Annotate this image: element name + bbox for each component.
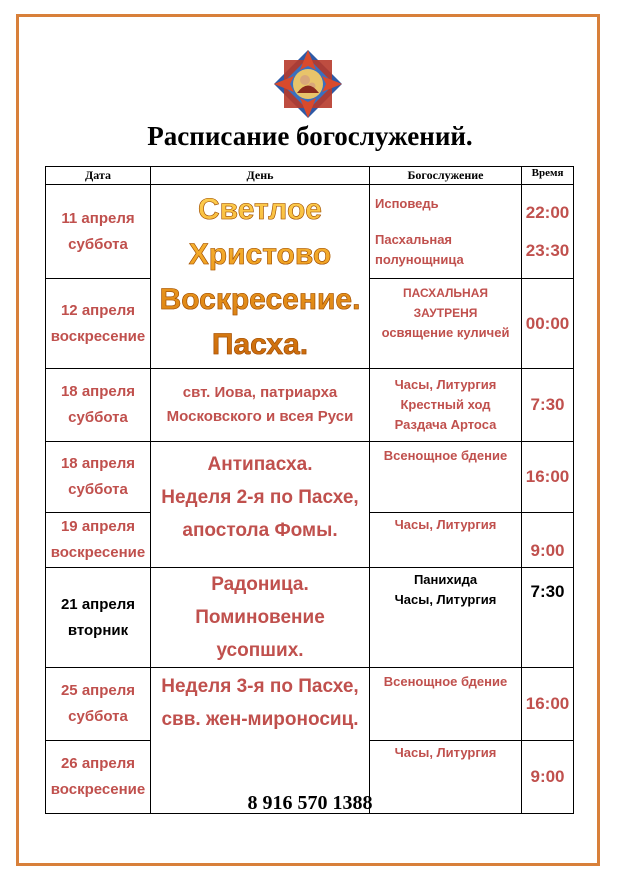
date-cell: 11 апреля суббота <box>46 185 151 279</box>
date-cell: 25 апреля суббота <box>46 668 151 741</box>
date-cell: 18 апреля суббота <box>46 442 151 513</box>
service-cell: Всенощное бдение <box>370 668 522 741</box>
date-cell: 26 апреля воскресение <box>46 741 151 814</box>
date-cell: 18 апреля суббота <box>46 369 151 442</box>
day-cell-easter <box>151 185 370 369</box>
theotokos-icon <box>272 48 344 120</box>
service-cell: Часы, Литургия Крестный ход Раздача Артоса <box>370 369 522 442</box>
table-row <box>46 369 574 442</box>
day-cell: Радоница. Поминовение усопших. <box>151 568 370 668</box>
day-cell-myrrhbearers: Неделя 3-я по Пасхе, свв. жен-мироносиц. <box>151 668 370 814</box>
header-day: День <box>151 167 370 185</box>
header-service: Богослужение <box>370 167 522 185</box>
time-cell: 22:00 23:30 <box>522 185 574 279</box>
header-time: Время <box>522 167 574 185</box>
table-header-row <box>46 167 574 185</box>
easter-title: Светлое Христово Воскресение. Пасха. <box>151 187 369 367</box>
time-cell: 9:00 <box>522 741 574 814</box>
service-cell: Часы, Литургия <box>370 741 522 814</box>
page-title: Расписание богослужений. <box>147 121 473 151</box>
service-cell: Всенощное бдение <box>370 442 522 513</box>
header-date: Дата <box>46 167 151 185</box>
time-cell: 7:30 <box>522 568 574 668</box>
time-cell: 00:00 <box>522 279 574 369</box>
table-row <box>46 568 574 668</box>
contact-phone: 8 916 570 1388 <box>247 792 373 814</box>
day-cell-antipascha: Антипасха. Неделя 2-я по Пасхе, апостола Фомы. <box>151 442 370 568</box>
service-cell: Панихида Часы, Литургия <box>370 568 522 668</box>
table-row <box>46 668 574 741</box>
service-cell: ПАСХАЛЬНАЯ ЗАУТРЕНЯ освящение куличей <box>370 279 522 369</box>
table-row <box>46 185 574 279</box>
schedule-table <box>45 166 574 814</box>
service-cell: Исповедь Пасхальная полунощница <box>370 185 522 279</box>
service-cell: Часы, Литургия <box>370 513 522 568</box>
time-cell: 7:30 <box>522 369 574 442</box>
time-cell: 16:00 <box>522 442 574 513</box>
time-cell: 9:00 <box>522 513 574 568</box>
table-row <box>46 442 574 513</box>
time-cell: 16:00 <box>522 668 574 741</box>
day-cell: свт. Иова, патриарха Московского и всея Руси <box>151 369 370 442</box>
date-cell: 21 апреля вторник <box>46 568 151 668</box>
date-cell: 12 апреля воскресение <box>46 279 151 369</box>
date-cell: 19 апреля воскресение <box>46 513 151 568</box>
